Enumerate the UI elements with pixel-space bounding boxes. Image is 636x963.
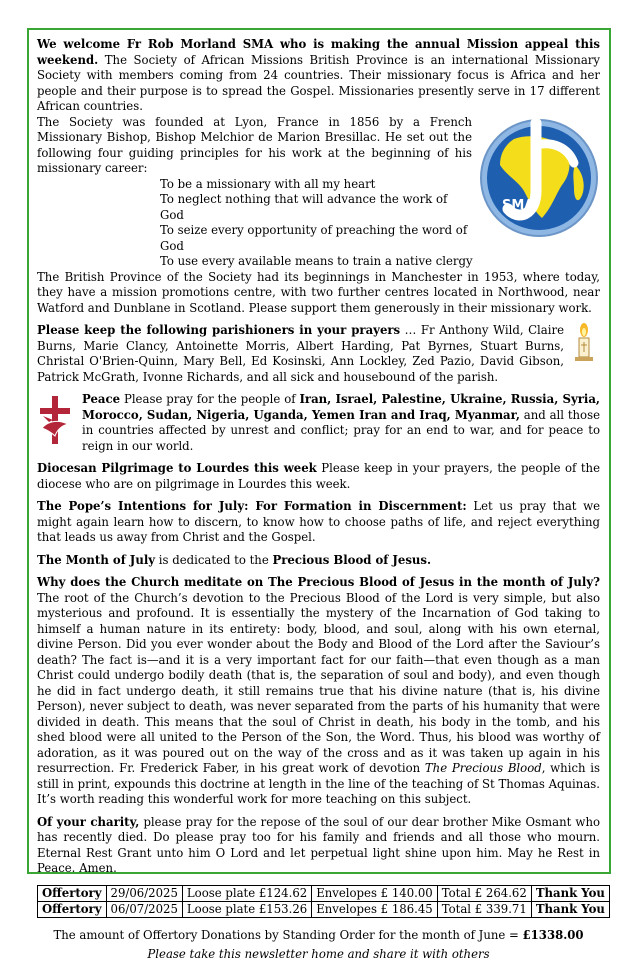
offertory-date: 29/06/2025 xyxy=(106,885,182,901)
lourdes-heading: Diocesan Pilgrimage to Lourdes this week xyxy=(37,461,317,475)
standing-order-text: The amount of Offertory Donations by Standing Order for the month of June = xyxy=(53,927,523,942)
candle-icon xyxy=(572,323,596,363)
july-emph: Precious Blood of Jesus. xyxy=(272,552,432,567)
july-mid: is dedicated to the xyxy=(155,552,273,567)
peace-rest: and all those in countries affected by unrest and conflict; pray for an end to war, and for peace to reign in our world. xyxy=(82,407,600,453)
why-body-1: The root of the Church’s devotion to the Precious Blood of the Lord is very simple, but also mysterious and profound. It is essentially the mystery of the Incarnation of God taking to himself a human nature in its entirety: body, blood, and soul, along with his own eternal, divine Person. Did you ever wonder about the Body and Blood of the Lord after the Saviour’s death? The fact is—and it is a very important fact for our faith—that even though as a man Christ could undergo bodily death (that is, the separation of soul and body), and even though he did in fact undergo death, it still remains true that his divine nature (that is, his divine Person), never subject to death, was never separated from the parts of his humanity that were divided in death. This means that the soul of Christ in death, his body in the tomb, and his shed blood were all united to the Person of the Son, the Word. Thus, his blood was worthy of adoration, as it was poured out on the way of the cross and as it was taken up again in his resurrection. Fr. Frederick Faber, in his great work of devotion xyxy=(37,590,600,775)
lourdes-section xyxy=(37,461,600,492)
offertory-thanks: Thank You xyxy=(531,901,609,917)
peace-intro: Please pray for the people of xyxy=(120,392,300,406)
offertory-label: Offertory xyxy=(38,901,107,917)
standing-order-line xyxy=(37,928,600,944)
peace-section xyxy=(37,392,600,454)
charity-body: please pray for the repose of the soul of our dear brother Mike Osmant who has recently died. Do please pray too for his family and friends and all those who mourn. Eternal Rest Grant unto him O Lord and let perpetual light shine upon him. May he Rest in Peace. Amen. xyxy=(37,814,601,875)
welcome-body-1: The Society of African Missions British Province is an international Missionary Society with members coming from 24 countries. Their missionary focus is Africa and her people and their purpose is to spread the Gospel. Missionaries presently serve in 17 different African countries. xyxy=(37,52,600,113)
footer-note: Please take this newsletter home and share it with others xyxy=(147,947,490,961)
july-heading: The Month of July xyxy=(37,552,156,567)
welcome-body-3: The British Province of the Society had its beginnings in Manchester in 1953, where today, they have a mission promotions centre, with two further centres located in Northwood, near Watford and Dunblane in Scotland. Please support them generously in their missionary work. xyxy=(37,269,600,315)
offertory-label: Offertory xyxy=(38,885,107,901)
pope-body: Let us pray that we might again learn how to discern, to know how to choose paths of life, and reject everything that leads us away from Christ and the Gospel. xyxy=(37,499,600,544)
why-section xyxy=(37,575,600,808)
offertory-total: Total £ 339.71 xyxy=(437,901,531,917)
charity-heading: Of your charity, xyxy=(37,814,140,829)
principle-item: To seize every opportunity of preaching the word of God xyxy=(160,223,468,253)
july-section xyxy=(37,553,600,569)
offertory-date: 06/07/2025 xyxy=(106,901,182,917)
standing-order-amount: £1338.00 xyxy=(522,927,584,942)
sma-logo-text: SMA xyxy=(502,197,535,213)
peace-heading: Peace xyxy=(82,392,121,406)
lourdes-body: Please keep in your prayers, the people of the diocese who are on pilgrimage in Lourdes this week. xyxy=(37,461,600,491)
peace-countries: Iran, Israel, Palestine, Ukraine, Russia, Syria, Morocco, Sudan, Nigeria, Uganda, Yemen Iran and Iraq, Myanmar, xyxy=(82,392,600,422)
sma-logo xyxy=(478,117,600,239)
pope-heading: The Pope’s Intentions for July: For Formation in Discernment: xyxy=(37,499,467,513)
welcome-section xyxy=(37,37,600,316)
charity-section xyxy=(37,815,600,877)
prayers-body: … Fr Anthony Wild, Claire Burns, Marie Clancy, Antoinette Morris, Albert Harding, Pat Byrnes, Stuart Burns, Christal O'Brien-Quinn, Mary Bell, Ed Kosinski, Ann Lockley, Zed Pazio, David Gibson, Patrick McGrath, Ivonne Richards, and all sick and housebound of the parish. xyxy=(37,323,564,384)
welcome-body-2: The Society was founded at Lyon, France in 1856 by a French Missionary Bishop, Bishop Melchior de Marion Bresillac. He set out the following four guiding principles for his work at the beginning of his missionary career: xyxy=(37,114,472,175)
dove-cross-icon xyxy=(37,394,73,446)
prayers-section xyxy=(37,323,600,385)
table-row xyxy=(38,901,610,917)
offertory-loose: Loose plate £124.62 xyxy=(182,885,311,901)
offertory-loose: Loose plate £153.26 xyxy=(182,901,311,917)
principle-item: To neglect nothing that will advance the work of God xyxy=(160,192,448,222)
principle-item: To be a missionary with all my heart xyxy=(160,176,376,191)
offertory-total: Total £ 264.62 xyxy=(437,885,531,901)
offertory-envelopes: Envelopes £ 186.45 xyxy=(312,901,438,917)
prayers-heading: Please keep the following parishioners in your prayers xyxy=(37,323,401,337)
pope-section xyxy=(37,499,600,546)
why-heading: Why does the Church meditate on The Precious Blood of Jesus in the month of July? xyxy=(37,575,600,589)
principle-item: To use every available means to train a native clergy xyxy=(160,254,473,268)
table-row xyxy=(38,885,610,901)
offertory-envelopes: Envelopes £ 140.00 xyxy=(312,885,438,901)
welcome-heading: We welcome Fr Rob Morland SMA who is making the annual Mission appeal this weekend. xyxy=(37,37,600,67)
why-body-2: , which is still in print, expounds this doctrine at length in the line of the teaching of St Thomas Aquinas. It’s worth reading this wonderful work for more teaching on this subject. xyxy=(37,761,600,806)
offertory-table xyxy=(37,885,610,918)
newsletter-content xyxy=(37,37,605,963)
offertory-thanks: Thank You xyxy=(531,885,609,901)
why-book-title: The Precious Blood xyxy=(424,761,542,775)
